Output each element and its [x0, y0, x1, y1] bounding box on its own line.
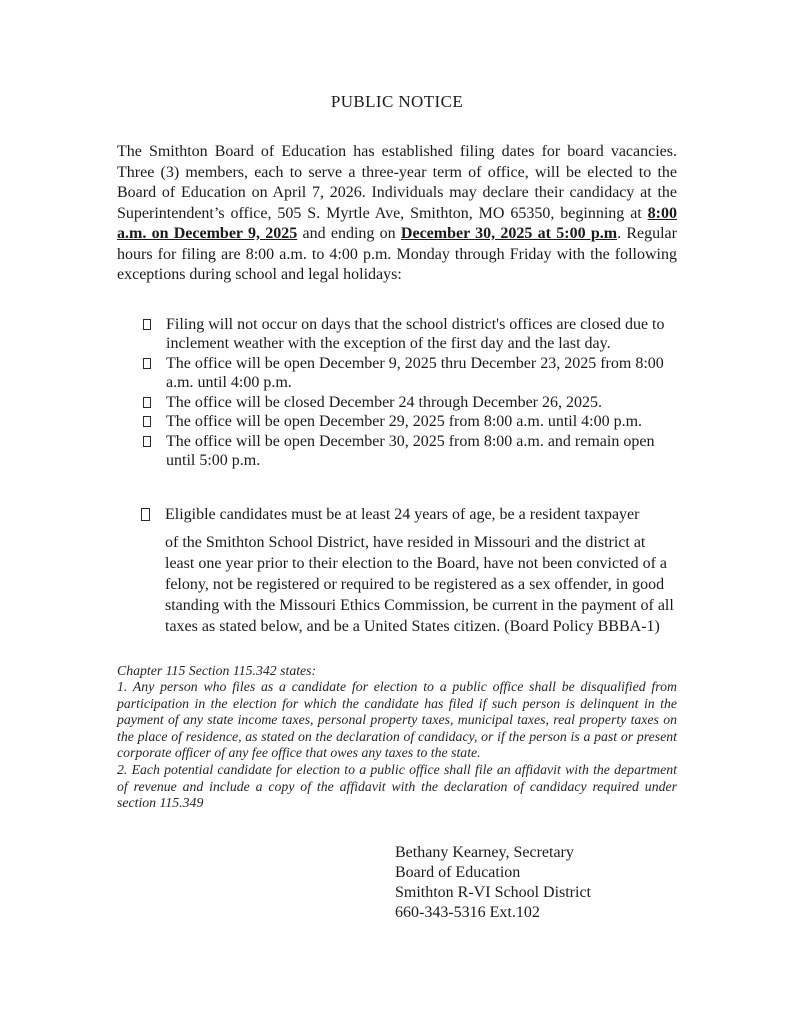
square-bullet-icon	[143, 416, 151, 427]
intro-paragraph	[117, 142, 677, 286]
exception-text: The office will be open December 30, 2025 from 8:00 a.m. and remain open until 5:00 p.m.	[166, 432, 655, 469]
exception-item	[117, 432, 677, 471]
signature-phone: 660-343-5316 Ext.102	[395, 903, 540, 921]
exception-text: The office will be open December 29, 2025 from 8:00 a.m. until 4:00 p.m.	[166, 413, 643, 430]
eligibility-line-1: Eligible candidates must be at least 24 years of age, be a resident taxpayer	[165, 505, 640, 523]
exception-text: The office will be closed December 24 through December 26, 2025.	[166, 393, 602, 411]
exception-item	[117, 412, 677, 432]
intro-text-1: The Smithton Board of Education has established filing dates for board vacancies. Three (3) members, each to serve a three-year term of office, will be elected to the Board of Education on April 7, 2026. Individuals may declare their candidacy at the Superintendent’s office, 505 S. Myrtle Ave, Smithton, MO 65350, beginning at	[117, 143, 677, 222]
signature-district: Smithton R-VI School District	[395, 883, 591, 901]
exception-item	[117, 393, 677, 413]
exceptions-list	[117, 315, 677, 471]
square-bullet-icon	[141, 508, 150, 521]
exception-text: The office will be open December 9, 2025 thru December 23, 2025 from 8:00 a.m. until 4:00 p.m.	[166, 354, 664, 391]
filing-start-datetime: 8:00 a.m. on December 9, 2025	[117, 204, 677, 242]
filing-end-datetime: December 30, 2025 at 5:00 p.m	[400, 225, 618, 242]
square-bullet-icon	[143, 436, 151, 447]
statute-paragraph-1: 1. Any person who files as a candidate for election to a public office shall be disqualified from participation in the election for which the candidate has filed if such person is delinquent in the payment of any state income taxes, personal property taxes, municipal taxes, real property taxes on the place of residence, as stated on the declaration of candidacy, or if the person is a past or present corporate officer of any fee office that owes any taxes to the state.	[117, 679, 677, 761]
signature-block	[395, 843, 677, 923]
square-bullet-icon	[143, 397, 151, 408]
exception-text: Filing will not occur on days that the school district's offices are closed due to inclement weather with the exception of the first day and the last day.	[166, 315, 665, 352]
signature-name: Bethany Kearney, Secretary	[395, 843, 574, 861]
intro-text-3: . Regular hours for filing are 8:00 a.m. to 4:00 p.m. Monday through Friday with the following exceptions during school and legal holidays:	[117, 225, 677, 283]
statute-paragraph-2: 2. Each potential candidate for election to a public office shall file an affidavit with the department of revenue and include a copy of the affidavit with the declaration of candidacy required under section 115.349	[117, 762, 677, 811]
exception-item	[117, 354, 677, 393]
page-title: PUBLIC NOTICE	[330, 92, 464, 111]
eligibility-rest: of the Smithton School District, have resided in Missouri and the district at least one year prior to their election to the Board, have not been convicted of a felony, not be registered or required to be registered as a sex offender, in good standing with the Missouri Ethics Commission, be current in the payment of all taxes as stated below, and be a United States citizen. (Board Policy BBBA-1)	[165, 533, 674, 635]
statute-heading: Chapter 115 Section 115.342 states:	[117, 662, 317, 678]
square-bullet-icon	[143, 358, 151, 369]
eligibility-item	[117, 504, 677, 637]
eligibility-text-block	[165, 504, 677, 637]
square-bullet-icon	[143, 319, 151, 330]
intro-text-2: and ending on	[297, 225, 401, 242]
signature-org: Board of Education	[395, 863, 521, 881]
statute-section	[117, 663, 677, 812]
exception-item	[117, 315, 677, 354]
